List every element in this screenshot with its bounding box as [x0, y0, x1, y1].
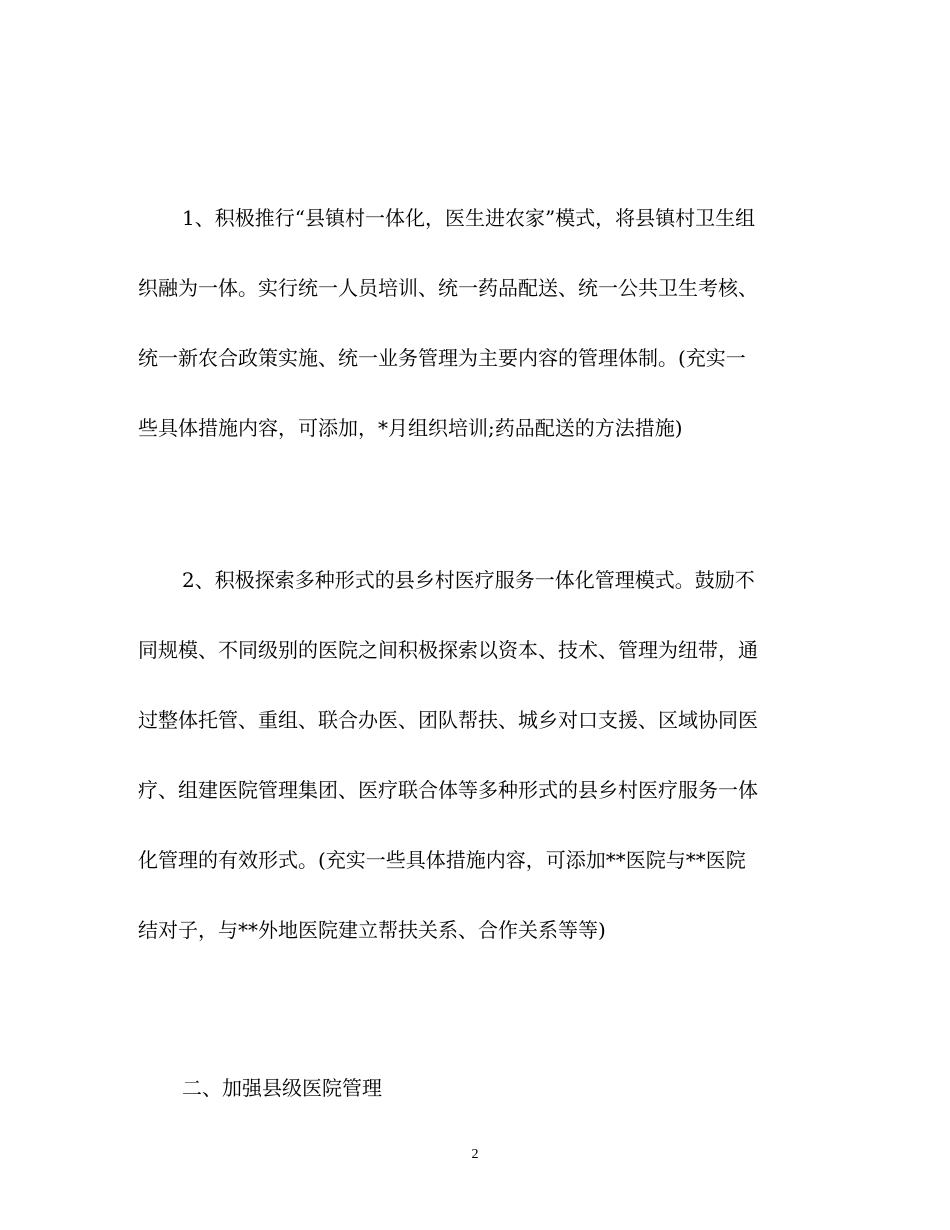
paragraph-2-line-6: 结对子，与**外地医院建立帮扶关系、合作关系等等)	[138, 918, 606, 942]
paragraph-2-line-5: 化管理的有效形式。(充实一些具体措施内容，可添加**医院与**医院	[138, 848, 746, 872]
paragraph-1-line-4: 些具体措施内容，可添加，*月组织培训;药品配送的方法措施)	[138, 416, 683, 440]
paragraph-2-line-2: 同规模、不同级别的医院之间积极探索以资本、技术、管理为纽带，通	[138, 638, 758, 662]
paragraph-1-line-1: 1、积极推行“县镇村一体化，医生进农家”模式，将县镇村卫生组	[182, 206, 756, 230]
paragraph-2-line-3: 过整体托管、重组、联合办医、团队帮扶、城乡对口支援、区域协同医	[138, 708, 758, 732]
section-heading: 二、加强县级医院管理	[182, 1076, 382, 1100]
paragraph-1-line-3: 统一新农合政策实施、统一业务管理为主要内容的管理体制。(充实一	[138, 346, 746, 370]
page-number: 2	[471, 1147, 479, 1162]
paragraph-1-line-2: 织融为一体。实行统一人员培训、统一药品配送、统一公共卫生考核、	[138, 276, 758, 300]
paragraph-2-line-4: 疗、组建医院管理集团、医疗联合体等多种形式的县乡村医疗服务一体	[138, 778, 758, 802]
paragraph-2-line-1: 2、积极探索多种形式的县乡村医疗服务一体化管理模式。鼓励不	[182, 568, 755, 592]
